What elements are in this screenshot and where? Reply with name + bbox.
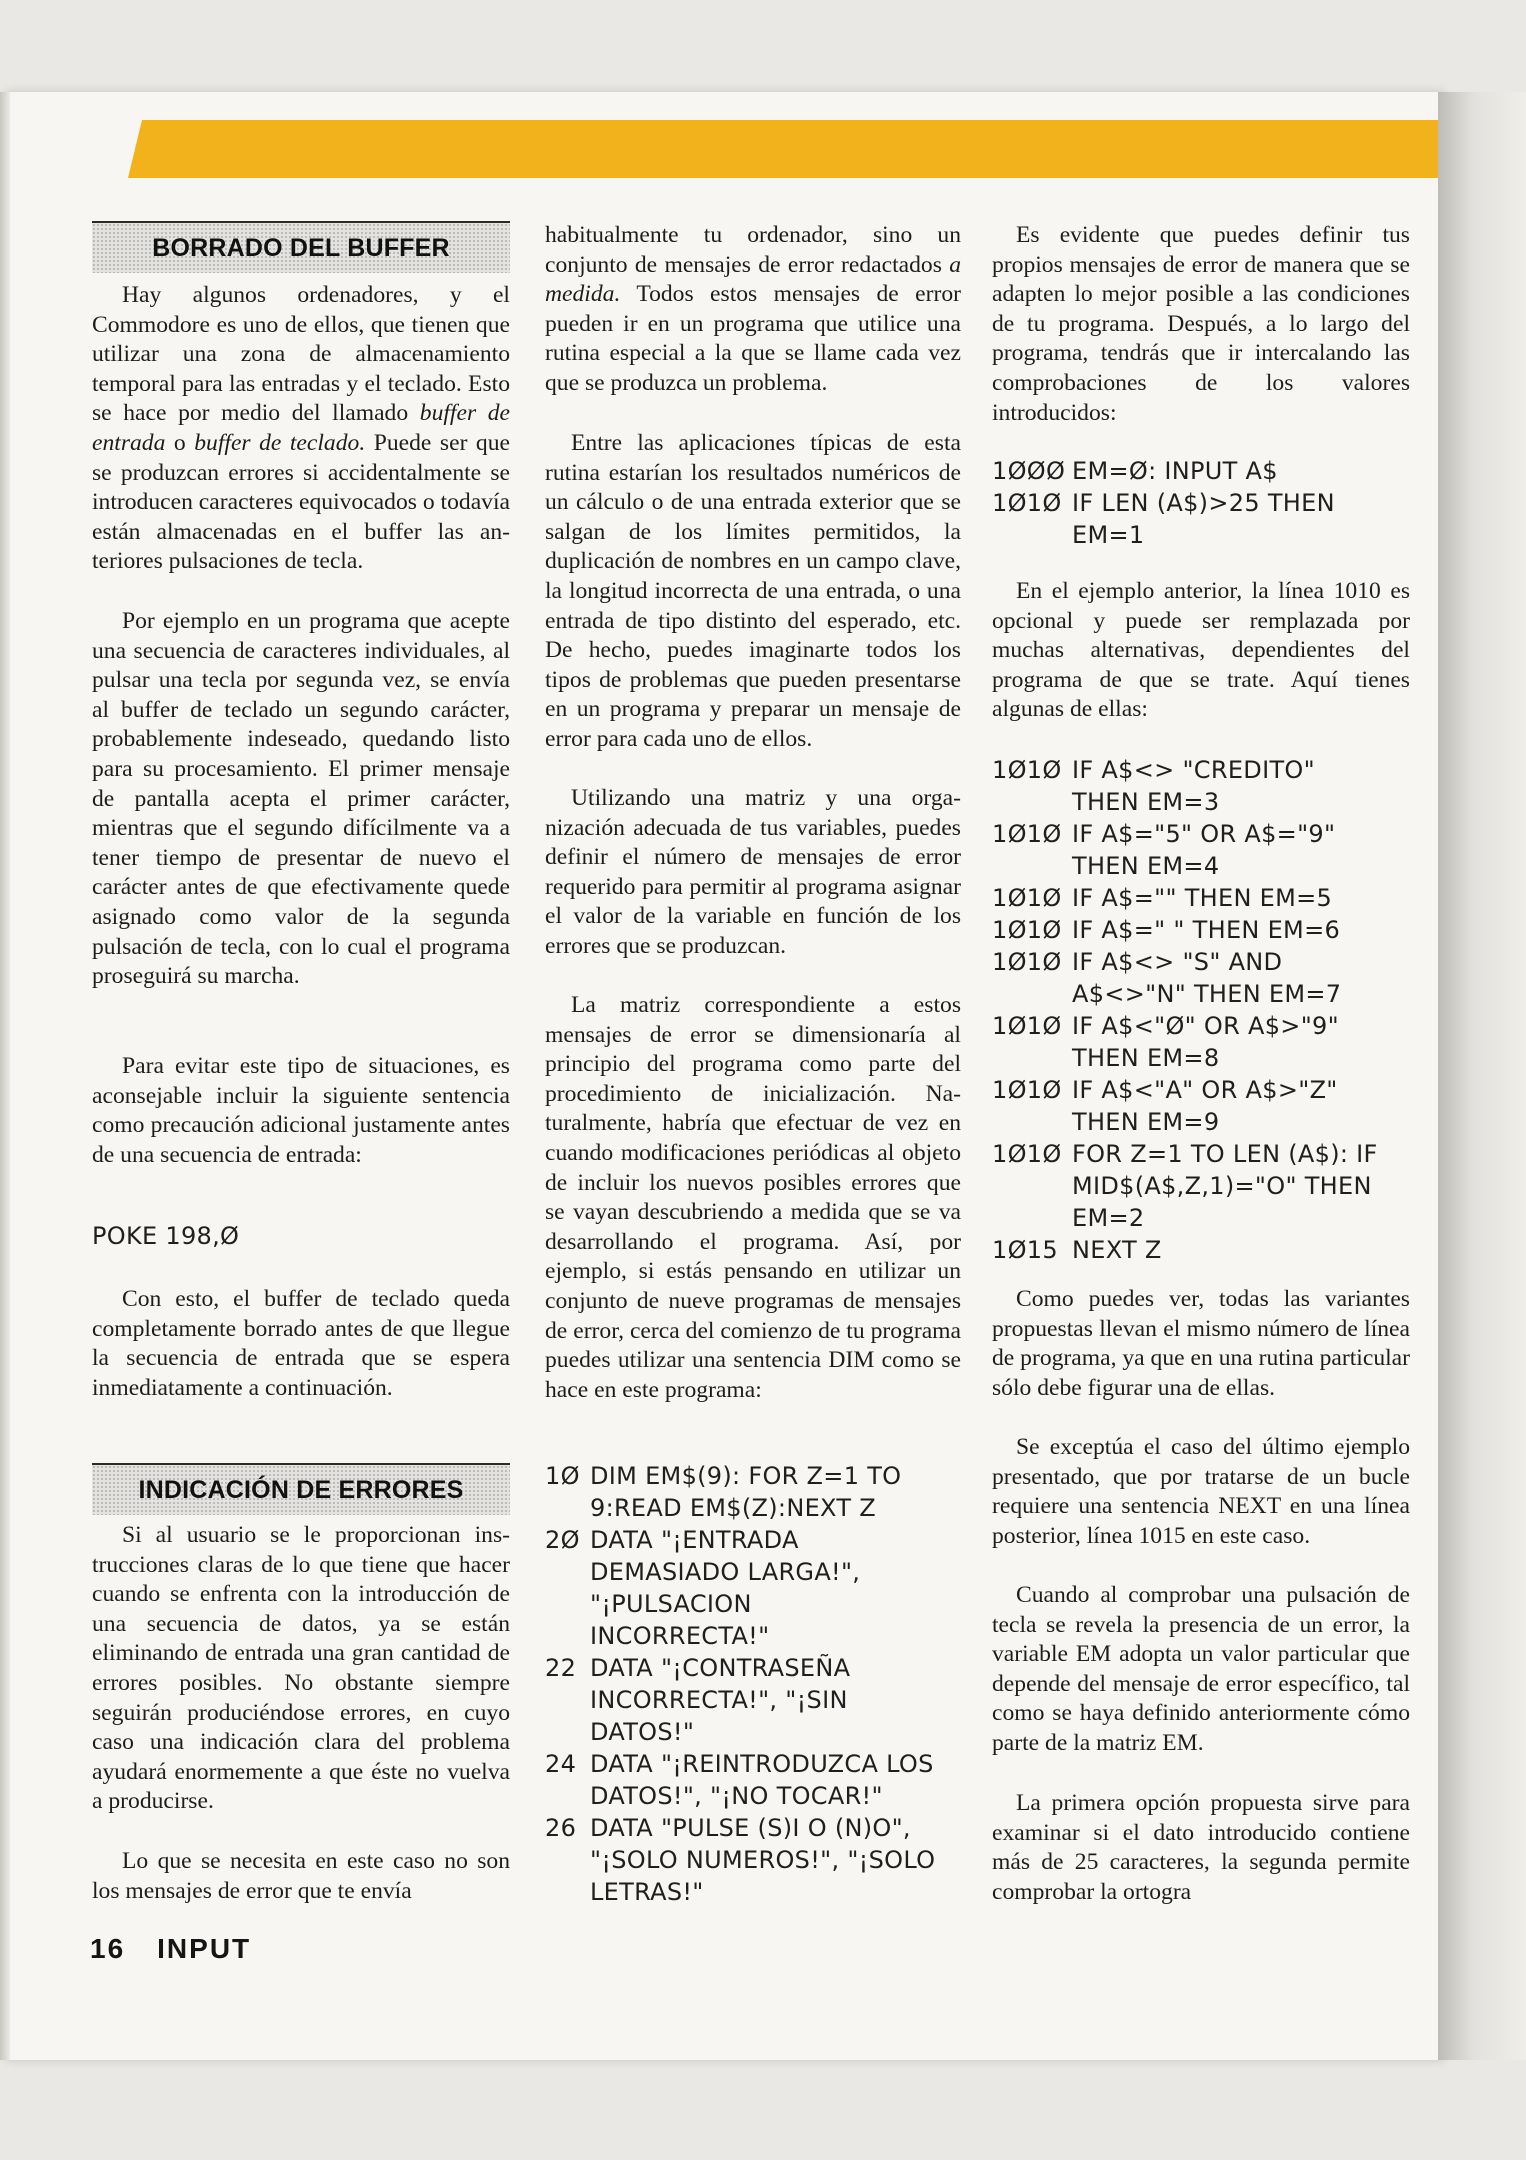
code-line-number — [545, 1556, 590, 1588]
code-statement: 9:READ EM$(Z):NEXT Z — [590, 1494, 876, 1522]
code-line-number: 1Ø1Ø — [992, 948, 1062, 976]
code-line — [992, 487, 1412, 519]
code-statement: IF LEN (A$)>25 THEN — [1072, 489, 1335, 517]
code-line — [992, 914, 1412, 946]
code-line — [992, 1138, 1412, 1170]
col1-p1-italic-2: buffer de teclado. — [194, 429, 366, 456]
code-statement: EM=Ø: INPUT A$ — [1072, 457, 1278, 485]
col1-paragraph-4: Con esto, el buffer de teclado queda completamente borrado antes de que llegue la secuencia de entrada que se espera inmediatamente a continuación. — [92, 1286, 510, 1401]
code-statement: A$<>"N" THEN EM=7 — [1072, 980, 1342, 1008]
page-binding-edge — [0, 92, 10, 2060]
col3-paragraph-1: Es evidente que puedes definir tus propios mensajes de error de manera que se adapten lo mejor posible a las condiciones de tu programa. Después, a lo largo del programa, tendrás que ir intercalando las comprobaciones de los valores introducidos: — [992, 222, 1410, 426]
code-statement: FOR Z=1 TO LEN (A$): IF — [1072, 1140, 1378, 1168]
code-line-number: 1ØØØ — [992, 457, 1066, 485]
code-line-number — [545, 1588, 590, 1620]
col1-p1-text-a: Hay algunos ordenadores, y el Commodore es uno de ellos, que tienen que utilizar una zona de almacenamiento temporal para las entradas y el teclado. Esto se hace por medio del llamado — [92, 282, 510, 427]
code-line-number — [545, 1780, 590, 1812]
code-line — [992, 786, 1412, 818]
code-statement: THEN EM=4 — [1072, 852, 1220, 880]
code-line-number: 2Ø — [545, 1526, 580, 1554]
col2-paragraph-4: La matriz correspondiente a estos mensajes de error se dimensionaría al principio del programa como parte del procedimiento de inicialización. Naturalmente, habría que efectuar de vez en cuando modificaciones periódicas al objeto de incluir los nuevos posibles errores que se vayan descubriendo a medida que se va desarrollando el programa. Así, por ejemplo, si estás pensando en utilizar un conjunto de nueve programas de mensajes de error, cerca del comienzo de tu programa puedes utilizar una sentencia DIM como se hace en este programa: — [545, 992, 961, 1403]
code-line-number: 1Ø1Ø — [992, 1140, 1062, 1168]
code-line — [992, 850, 1412, 882]
code-statement: LETRAS!" — [590, 1878, 704, 1906]
code-line-number: 1Ø1Ø — [992, 756, 1062, 784]
code-line — [545, 1812, 965, 1844]
code-line — [545, 1524, 965, 1556]
magazine-name: INPUT — [157, 1933, 252, 1964]
code-line-number: 22 — [545, 1654, 577, 1682]
code-line — [992, 1042, 1412, 1074]
col3-paragraph-5: Cuando al comprobar una pulsación de tecla se revela la presencia de un error, la variable EM adopta un valor particular que depende del mensaje de error específico, tal como se haya definido anteriormente cómo parte de la matriz EM. — [992, 1582, 1410, 1756]
code-statement: IF A$<> "CREDITO" — [1072, 756, 1315, 784]
code-line — [992, 978, 1412, 1010]
code-line-number — [992, 1042, 1072, 1074]
col3-paragraph-2: En el ejemplo anterior, la línea 1010 es opcional y puede ser remplazada por muchas alternativas, dependientes del programa de que se trate. Aquí tienes algunas de ellas: — [992, 578, 1410, 723]
code-line-number: 1Ø1Ø — [992, 820, 1062, 848]
code-line — [545, 1716, 965, 1748]
code-line — [992, 1202, 1412, 1234]
col1-paragraph-2: Por ejemplo en un programa que acepte una secuencia de caracteres individuales, al pulsar una tecla por segunda vez, se envía al buffer de teclado un segundo carácter, probablemente indeseado, quedando listo para su procesamiento. El primer mensaje de pantalla acepta el primer carácter, mientras que el segundo difícilmente va a tener tiempo de presentar de nuevo el carácter antes de que efectivamente quede asignado como valor de la segunda pulsación de tecla, con lo cual el programa proseguirá su marcha. — [92, 608, 510, 990]
code-statement: INCORRECTA!", "¡SIN — [590, 1686, 848, 1714]
code-line-number: 1Ø1Ø — [992, 916, 1062, 944]
code-statement: "¡PULSACION — [590, 1590, 752, 1618]
code-line-number: 1Ø15 — [992, 1236, 1058, 1264]
code-line-number: 1Ø1Ø — [992, 884, 1062, 912]
code-line-number — [545, 1684, 590, 1716]
col3-paragraph-6: La primera opción propuesta sirve para examinar si el dato introducido contiene más de 25 caracteres, la segunda permite comprobar la ortogra — [992, 1790, 1410, 1905]
code-line — [545, 1684, 965, 1716]
code-line — [545, 1460, 965, 1492]
code-statement: DATA "PULSE (S)I O (N)O", — [590, 1814, 911, 1842]
code-line — [545, 1620, 965, 1652]
code-line-number — [992, 519, 1072, 551]
code-statement: THEN EM=9 — [1072, 1108, 1220, 1136]
code-line — [545, 1748, 965, 1780]
code-line-number — [545, 1716, 590, 1748]
code-line — [992, 455, 1412, 487]
code-line-number — [545, 1492, 590, 1524]
code-line-number — [545, 1620, 590, 1652]
col3-paragraph-3: Como puedes ver, todas las variantes propuestas llevan el mismo número de línea de programa, ya que en una rutina particular sólo debe figurar una de ellas. — [992, 1286, 1410, 1401]
code-statement: IF A$<"A" OR A$>"Z" — [1072, 1076, 1338, 1104]
code-line — [992, 1234, 1412, 1266]
program-listing-alternatives — [992, 754, 1412, 1266]
code-statement: DATA "¡ENTRADA — [590, 1526, 799, 1554]
col1-paragraph-3: Para evitar este tipo de situaciones, es aconsejable incluir la siguiente sentencia como precaución adicional justamente antes de una secuencia de entrada: — [92, 1053, 510, 1168]
code-statement: MID$(A$,Z,1)="O" THEN — [1072, 1172, 1372, 1200]
code-line — [992, 519, 1412, 551]
code-statement: EM=2 — [1072, 1204, 1145, 1232]
yellow-header-banner — [128, 120, 1438, 178]
code-line — [545, 1780, 965, 1812]
col2-paragraph-3: Utilizando una matriz y una organización adecuada de tus variables, puedes definir el número de mensajes de error requerido para permitir al programa asignar el valor de la variable en función de los errores que se produzcan. — [545, 785, 961, 959]
code-line — [545, 1652, 965, 1684]
code-line-number: 24 — [545, 1750, 577, 1778]
code-line — [545, 1492, 965, 1524]
code-statement: DATA "¡REINTRODUZCA LOS — [590, 1750, 934, 1778]
code-line — [992, 1106, 1412, 1138]
code-line — [992, 1074, 1412, 1106]
code-line-number: 26 — [545, 1814, 577, 1842]
col3-paragraph-4: Se exceptúa el caso del último ejemplo presentado, que por tratarse de un bucle requiere una sentencia NEXT en una línea posterior, línea 1015 en este caso. — [992, 1434, 1410, 1549]
code-statement: THEN EM=8 — [1072, 1044, 1220, 1072]
col1-p1-italic-1: buffer de entrada — [92, 400, 510, 456]
code-line-number: 1Ø — [545, 1462, 580, 1490]
code-line — [992, 1010, 1412, 1042]
col2-paragraph-2: Entre las aplicaciones típicas de esta rutina estarían los resultados numéricos de un cálculo o de una entrada exterior que se salgan de los límites permitidos, la duplicación de nombres en un campo clave, la longitud incorrecta de una entrada, o una entrada de tipo distinto del esperado, etc. De hecho, puedes imaginarte todos los tipos de problemas que pueden presentarse en un programa y preparar un mensaje de error para cada uno de ellos. — [545, 430, 961, 752]
code-line-number — [992, 1170, 1072, 1202]
code-line — [992, 754, 1412, 786]
col2-p1-text-a: habitualmente tu ordenador, sino un conjunto de mensajes de error redactados — [545, 222, 961, 278]
code-line-number — [992, 1106, 1072, 1138]
code-statement: DATOS!" — [590, 1718, 695, 1746]
section-heading-indicacion-de-errores: INDICACIÓN DE ERRORES — [92, 1463, 510, 1515]
col2-p1-italic: a medida. — [545, 251, 961, 308]
page-number: 16 — [90, 1933, 126, 1964]
code-line — [992, 946, 1412, 978]
code-line — [992, 882, 1412, 914]
code-line — [992, 818, 1412, 850]
code-statement: IF A$=" " THEN EM=6 — [1072, 916, 1341, 944]
code-statement: EM=1 — [1072, 521, 1145, 549]
code-line-number — [545, 1876, 590, 1908]
code-statement: IF A$="5" OR A$="9" — [1072, 820, 1336, 848]
code-line-number — [992, 786, 1072, 818]
page-folio — [90, 1933, 251, 1965]
code-line — [545, 1588, 965, 1620]
code-statement: DATA "¡CONTRASEÑA — [590, 1654, 851, 1682]
program-listing-dim — [545, 1460, 965, 1908]
section-heading-borrado-del-buffer: BORRADO DEL BUFFER — [92, 221, 510, 273]
code-statement: IF A$<> "S" AND — [1072, 948, 1283, 976]
code-line — [545, 1556, 965, 1588]
code-statement: "¡SOLO NUMEROS!", "¡SOLO — [590, 1846, 936, 1874]
col1-paragraph-1 — [92, 281, 510, 577]
col2-paragraph-1 — [545, 221, 961, 399]
poke-statement: POKE 198,Ø — [92, 1222, 240, 1250]
code-statement: DATOS!", "¡NO TOCAR!" — [590, 1782, 883, 1810]
col1-p1-text-b: o — [165, 429, 195, 456]
code-statement: IF A$<"Ø" OR A$>"9" — [1072, 1012, 1339, 1040]
code-statement: DIM EM$(9): FOR Z=1 TO — [590, 1462, 902, 1490]
code-line-number: 1Ø1Ø — [992, 489, 1062, 517]
program-listing-input — [992, 455, 1412, 551]
code-line-number — [545, 1844, 590, 1876]
code-line-number — [992, 850, 1072, 882]
code-statement: IF A$="" THEN EM=5 — [1072, 884, 1333, 912]
col1-p1-text-c: Puede ser que se produzcan errores si accidentalmente se introducen caracteres equivocados o todavía están almacenadas en el buffer las anteriores pulsaciones de tecla. — [92, 429, 511, 575]
code-line — [545, 1844, 965, 1876]
code-statement: NEXT Z — [1072, 1236, 1162, 1264]
code-line — [545, 1876, 965, 1908]
code-statement: THEN EM=3 — [1072, 788, 1220, 816]
col1-paragraph-6: Lo que se necesita en este caso no son los mensajes de error que te envía — [92, 1848, 510, 1904]
code-statement: DEMASIADO LARGA!", — [590, 1558, 861, 1586]
code-line-number — [992, 978, 1072, 1010]
page-right-shadow — [1438, 92, 1526, 2060]
code-statement: INCORRECTA!" — [590, 1622, 770, 1650]
code-line — [992, 1170, 1412, 1202]
code-line-number: 1Ø1Ø — [992, 1076, 1062, 1104]
col1-paragraph-5: Si al usuario se le proporcionan instrucciones claras de lo que tiene que hacer cuando se enfrenta con la introducción de una secuencia de datos, ya se están eliminando de entrada una gran cantidad de errores posibles. No obstante siempre seguirán produciéndose errores, en cuyo caso una indicación clara del problema ayudará enormemente a que éste no vuelva a producirse. — [92, 1522, 510, 1815]
code-line-number — [992, 1202, 1072, 1234]
col2-p1-text-b: Todos estos mensajes de error pueden ir en un programa que utilice una rutina especial a la que se llame cada vez que se produzca un problema. — [545, 281, 961, 396]
code-line-number: 1Ø1Ø — [992, 1012, 1062, 1040]
